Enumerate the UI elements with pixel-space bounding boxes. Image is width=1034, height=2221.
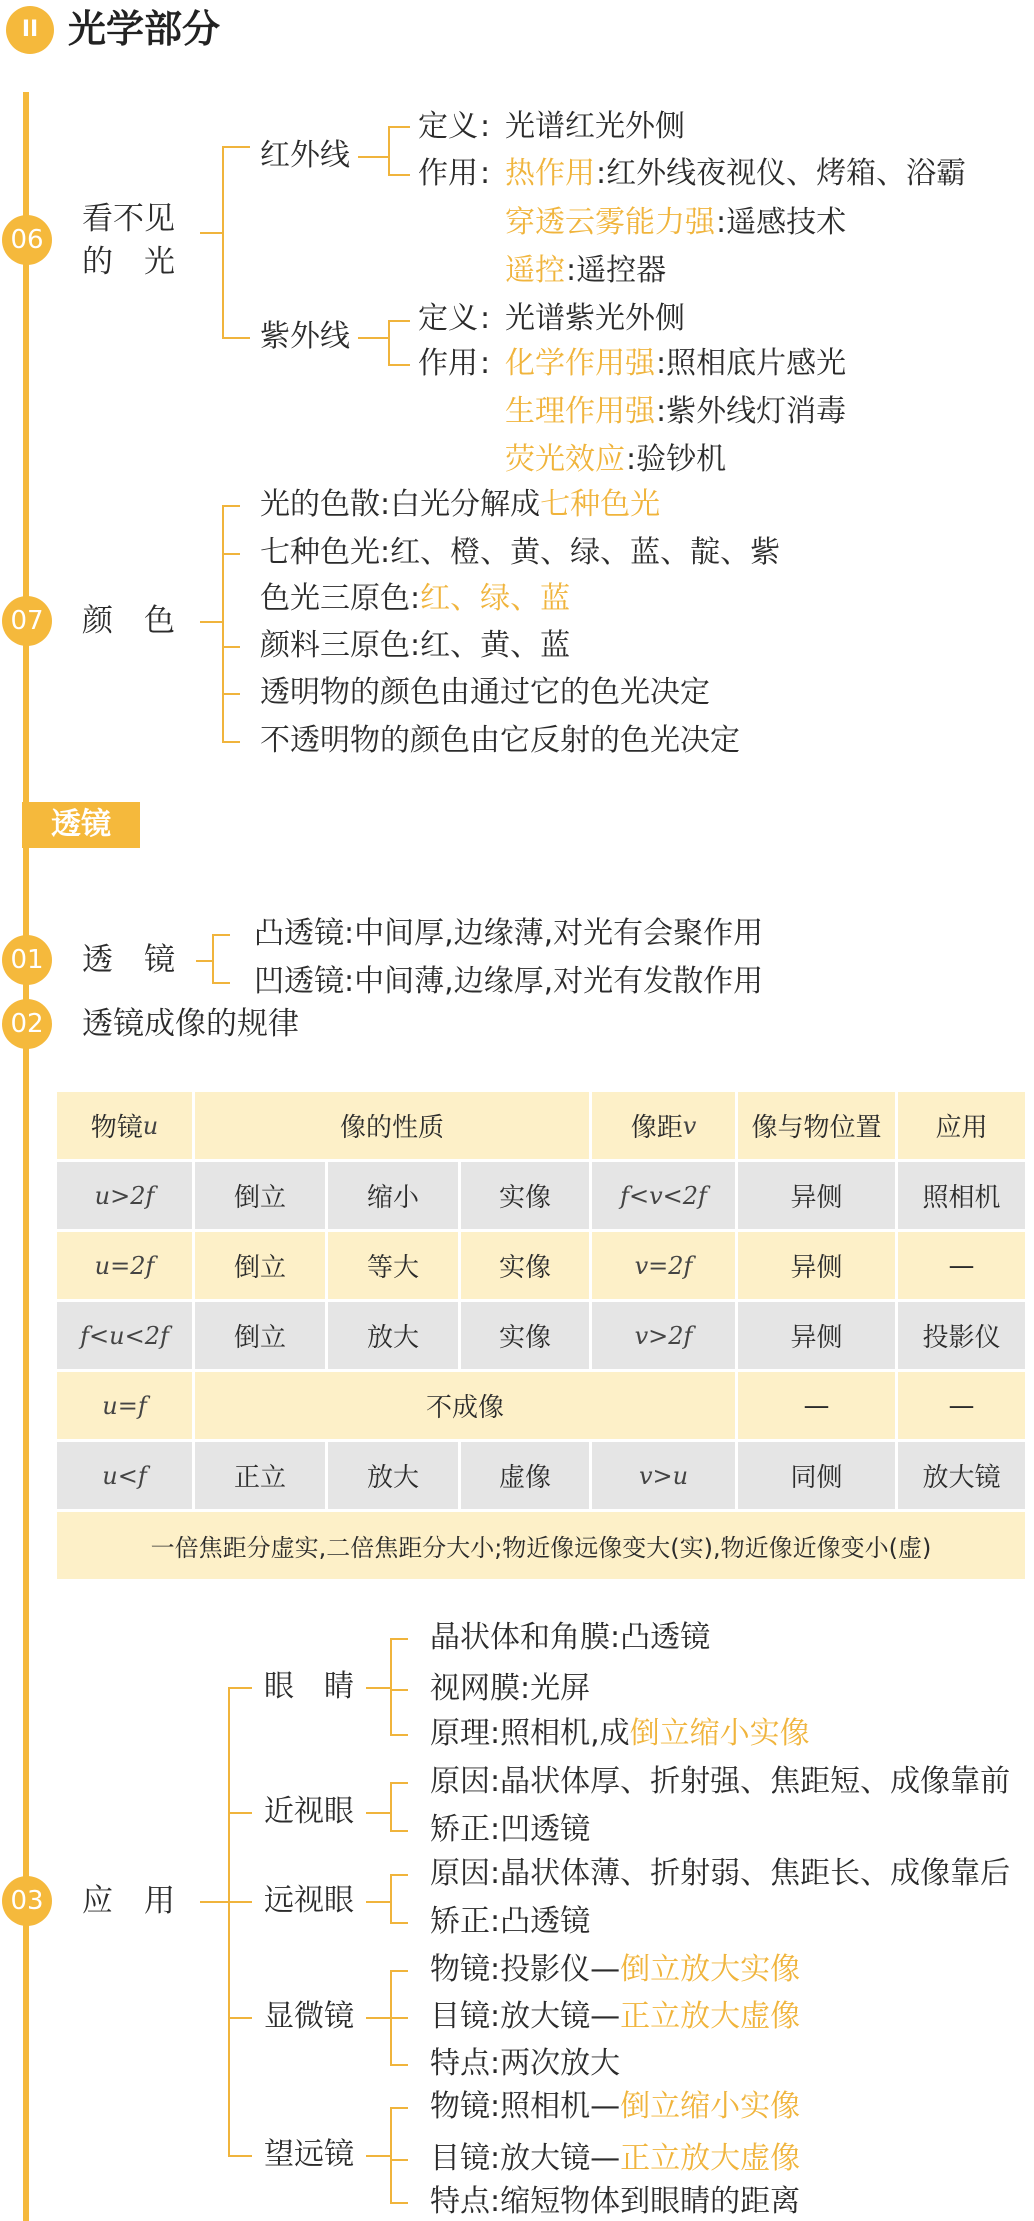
myopia-line-1: 原因:晶状体厚、折射强、焦距短、成像靠前 bbox=[430, 1764, 1011, 1799]
table-cell: u=f bbox=[57, 1372, 192, 1439]
th-image-distance bbox=[592, 1092, 735, 1159]
section-number-02: 02 bbox=[2, 999, 52, 1049]
table-cell: 异侧 bbox=[738, 1232, 895, 1299]
microscope-line-3: 特点:两次放大 bbox=[430, 2046, 621, 2081]
table-cell: 放大镜 bbox=[898, 1442, 1025, 1509]
connector bbox=[212, 982, 230, 984]
table-cell: 实像 bbox=[461, 1302, 589, 1369]
connector bbox=[390, 1874, 408, 1876]
light-primaries-label: 色光三原色: bbox=[260, 581, 421, 616]
telescope-line-2 bbox=[430, 2140, 800, 2178]
telescope-line-1 bbox=[430, 2088, 800, 2126]
connector bbox=[358, 337, 388, 339]
bracket bbox=[212, 934, 214, 982]
connector bbox=[390, 1782, 408, 1784]
connector bbox=[366, 1812, 390, 1814]
connector bbox=[196, 960, 212, 962]
table-cell: — bbox=[898, 1232, 1025, 1299]
connector bbox=[390, 2017, 408, 2019]
ir-use3-highlight: 遥控 bbox=[505, 253, 565, 288]
table-cell: v=2f bbox=[592, 1232, 735, 1299]
connector bbox=[390, 2159, 408, 2161]
light-primaries-highlight: 红、绿、蓝 bbox=[420, 581, 571, 616]
connector bbox=[390, 1922, 408, 1924]
hyperopia-line-1: 原因:晶状体薄、折射弱、焦距长、成像靠后 bbox=[430, 1856, 1011, 1891]
telescope-objective-highlight: 倒立缩小实像 bbox=[620, 2089, 801, 2124]
th-v-symbol: v bbox=[682, 1111, 697, 1140]
table-cell: 倒立 bbox=[195, 1162, 325, 1229]
microscope-objective-text: 物镜:投影仪— bbox=[430, 1952, 621, 1987]
telescope-objective-text: 物镜:照相机— bbox=[430, 2089, 621, 2124]
connector bbox=[228, 2017, 252, 2019]
table-cell: 缩小 bbox=[328, 1162, 458, 1229]
th-image-label: 像距 bbox=[630, 1113, 683, 1143]
uv-use2-text: :紫外线灯消毒 bbox=[656, 394, 847, 429]
color-line-4: 颜料三原色:红、黄、蓝 bbox=[260, 628, 571, 663]
ir-use3-value: 遥控器 bbox=[576, 253, 667, 288]
infrared-label: 红外线 bbox=[260, 138, 350, 173]
telescope-eyepiece-highlight: 正立放大虚像 bbox=[620, 2141, 801, 2176]
section-badge: II bbox=[6, 6, 54, 54]
connector bbox=[366, 1901, 390, 1903]
th-application: 应用 bbox=[898, 1092, 1025, 1159]
table-cell: 放大 bbox=[328, 1442, 458, 1509]
ir-use2-text: :遥感技术 bbox=[716, 205, 847, 240]
table-cell: u>2f bbox=[57, 1162, 192, 1229]
table-cell: — bbox=[898, 1372, 1025, 1439]
microscope-line-1 bbox=[430, 1951, 800, 1989]
connector bbox=[390, 2064, 408, 2066]
table-cell: 倒立 bbox=[195, 1302, 325, 1369]
eye-principle-highlight: 倒立缩小实像 bbox=[629, 1716, 810, 1751]
topic-lens: 透 镜 bbox=[82, 942, 175, 978]
section-number-07: 07 bbox=[2, 596, 52, 646]
table-cell: 投影仪 bbox=[898, 1302, 1025, 1369]
table-cell: 放大 bbox=[328, 1302, 458, 1369]
table-cell: 倒立 bbox=[195, 1232, 325, 1299]
uv-use2-value: 紫外线灯消毒 bbox=[666, 394, 847, 429]
th-u-symbol: u bbox=[142, 1111, 159, 1140]
microscope-label: 显微镜 bbox=[264, 1999, 354, 2034]
th-image-nature: 像的性质 bbox=[195, 1092, 589, 1159]
myopia-label: 近视眼 bbox=[264, 1794, 354, 1829]
colon: : bbox=[480, 109, 491, 144]
lens-section-tag: 透镜 bbox=[22, 802, 140, 848]
table-cell: 实像 bbox=[461, 1162, 589, 1229]
table-cell: — bbox=[738, 1372, 895, 1439]
connector bbox=[388, 320, 410, 322]
table-cell: 异侧 bbox=[738, 1162, 895, 1229]
uv-use3-value: 验钞机 bbox=[636, 442, 727, 477]
microscope-eyepiece-highlight: 正立放大虚像 bbox=[620, 1999, 801, 2034]
connector bbox=[222, 505, 240, 507]
topic-invisible-light-2: 的 光 bbox=[82, 244, 175, 280]
bracket bbox=[222, 505, 224, 741]
uv-use-label: 作用 bbox=[418, 346, 478, 381]
connector bbox=[200, 232, 222, 234]
hyperopia-label: 远视眼 bbox=[264, 1883, 354, 1918]
table-cell: 同侧 bbox=[738, 1442, 895, 1509]
eye-line-1: 晶状体和角膜:凸透镜 bbox=[430, 1620, 711, 1655]
ultraviolet-label: 紫外线 bbox=[260, 319, 350, 354]
table-footer-mnemonic: 一倍焦距分虚实,二倍焦距分大小;物近像远像变大(实),物近像近像变小(虚) bbox=[57, 1512, 1025, 1579]
telescope-line-3: 特点:缩短物体到眼睛的距离 bbox=[430, 2184, 801, 2219]
connector bbox=[228, 2155, 252, 2157]
microscope-line-2 bbox=[430, 1998, 800, 2036]
connector bbox=[388, 174, 410, 176]
ir-use2-highlight: 穿透云雾能力强 bbox=[505, 205, 715, 240]
eye-line-2: 视网膜:光屏 bbox=[430, 1671, 591, 1706]
color-line-3 bbox=[260, 580, 570, 618]
ir-use2-value: 遥感技术 bbox=[726, 205, 847, 240]
connector bbox=[222, 741, 240, 743]
color-line-5: 透明物的颜色由通过它的色光决定 bbox=[260, 675, 710, 710]
connector bbox=[228, 1687, 252, 1689]
telescope-eyepiece-text: 目镜:放大镜— bbox=[430, 2141, 621, 2176]
connector bbox=[222, 553, 240, 555]
connector bbox=[366, 1687, 390, 1689]
color-line-6: 不透明物的颜色由它反射的色光决定 bbox=[260, 723, 740, 758]
dispersion-text: 光的色散:白光分解成 bbox=[260, 487, 541, 522]
concave-lens-line: 凹透镜:中间薄,边缘厚,对光有发散作用 bbox=[254, 964, 764, 999]
connector bbox=[222, 146, 250, 148]
connector bbox=[200, 621, 222, 623]
connector bbox=[390, 1734, 408, 1736]
th-object-label: 物镜 bbox=[90, 1113, 143, 1143]
connector bbox=[222, 693, 240, 695]
uv-use3-highlight: 荧光效应 bbox=[505, 442, 625, 477]
color-line-2: 七种色光:红、橙、黄、绿、蓝、靛、紫 bbox=[260, 535, 781, 570]
connector bbox=[388, 126, 410, 128]
section-number-01: 01 bbox=[2, 935, 52, 985]
connector bbox=[390, 1830, 408, 1832]
ir-use-label: 作用 bbox=[418, 156, 478, 191]
connector bbox=[228, 1812, 252, 1814]
eye-principle-text: 原理:照相机,成 bbox=[430, 1716, 630, 1751]
convex-lens-line: 凸透镜:中间厚,边缘薄,对光有会聚作用 bbox=[254, 916, 764, 951]
table-cell: 等大 bbox=[328, 1232, 458, 1299]
section-number-06: 06 bbox=[2, 215, 52, 265]
connector bbox=[366, 2155, 390, 2157]
topic-invisible-light: 看不见 bbox=[82, 201, 175, 237]
connector bbox=[390, 1689, 408, 1691]
colon: : bbox=[480, 156, 491, 191]
uv-use1-text: :照相底片感光 bbox=[656, 346, 847, 381]
connector bbox=[212, 934, 230, 936]
connector bbox=[358, 156, 388, 158]
uv-use3-text: :验钞机 bbox=[626, 442, 727, 477]
microscope-eyepiece-text: 目镜:放大镜— bbox=[430, 1999, 621, 2034]
uv-def-text: 光谱紫光外侧 bbox=[505, 301, 685, 336]
table-cell-merged: 不成像 bbox=[195, 1372, 735, 1439]
connector bbox=[390, 1638, 408, 1640]
topic-color: 颜 色 bbox=[82, 603, 175, 639]
uv-def-label: 定义 bbox=[418, 301, 478, 336]
table-cell: 照相机 bbox=[898, 1162, 1025, 1229]
table-cell: 异侧 bbox=[738, 1302, 895, 1369]
telescope-label: 望远镜 bbox=[264, 2137, 354, 2172]
colon: : bbox=[480, 346, 491, 381]
ir-use1-highlight: 热作用 bbox=[505, 156, 595, 191]
color-line-1 bbox=[260, 486, 660, 524]
microscope-objective-highlight: 倒立放大实像 bbox=[620, 1952, 801, 1987]
table-cell: v>2f bbox=[592, 1302, 735, 1369]
ir-use3-text: :遥控器 bbox=[566, 253, 667, 288]
connector bbox=[390, 2107, 408, 2109]
bracket bbox=[388, 126, 390, 174]
connector bbox=[228, 1901, 252, 1903]
bracket bbox=[388, 320, 390, 364]
connector bbox=[366, 2017, 390, 2019]
bracket bbox=[390, 1782, 392, 1830]
table-cell: 正立 bbox=[195, 1442, 325, 1509]
table-cell: 实像 bbox=[461, 1232, 589, 1299]
table-cell: u<f bbox=[57, 1442, 192, 1509]
connector bbox=[222, 337, 250, 339]
topic-application: 应 用 bbox=[82, 1883, 175, 1919]
bracket bbox=[390, 2107, 392, 2202]
myopia-line-2: 矫正:凹透镜 bbox=[430, 1812, 591, 1847]
connector bbox=[390, 2202, 408, 2204]
bracket bbox=[222, 146, 224, 337]
bracket bbox=[390, 1874, 392, 1922]
ir-def-label: 定义 bbox=[418, 109, 478, 144]
connector bbox=[200, 1901, 228, 1903]
bracket bbox=[390, 1638, 392, 1734]
table-cell: v>u bbox=[592, 1442, 735, 1509]
eye-label: 眼 睛 bbox=[264, 1669, 354, 1704]
ir-use1-value: 红外线夜视仪、烤箱、浴霸 bbox=[606, 156, 967, 191]
dispersion-highlight: 七种色光 bbox=[540, 487, 661, 522]
table-cell: u=2f bbox=[57, 1232, 192, 1299]
topic-imaging-rules: 透镜成像的规律 bbox=[82, 1006, 299, 1042]
ir-use1-text: :红外线夜视仪、烤箱、浴霸 bbox=[596, 156, 967, 191]
hyperopia-line-2: 矫正:凸透镜 bbox=[430, 1904, 591, 1939]
section-number-03: 03 bbox=[2, 1876, 52, 1926]
table-cell: 虚像 bbox=[461, 1442, 589, 1509]
th-position: 像与物位置 bbox=[738, 1092, 895, 1159]
table-cell: f<v<2f bbox=[592, 1162, 735, 1229]
table-cell: f<u<2f bbox=[57, 1302, 192, 1369]
ir-def-text: 光谱红光外侧 bbox=[505, 109, 685, 144]
eye-line-3 bbox=[430, 1715, 810, 1753]
uv-use1-value: 照相底片感光 bbox=[666, 346, 847, 381]
th-object-distance bbox=[57, 1092, 192, 1159]
colon: : bbox=[480, 301, 491, 336]
uv-use1-highlight: 化学作用强 bbox=[505, 346, 655, 381]
connector bbox=[222, 646, 240, 648]
uv-use2-highlight: 生理作用强 bbox=[505, 394, 655, 429]
page-title: 光学部分 bbox=[68, 7, 221, 51]
bracket bbox=[228, 1687, 230, 2155]
connector bbox=[388, 364, 410, 366]
connector bbox=[390, 1970, 408, 1972]
